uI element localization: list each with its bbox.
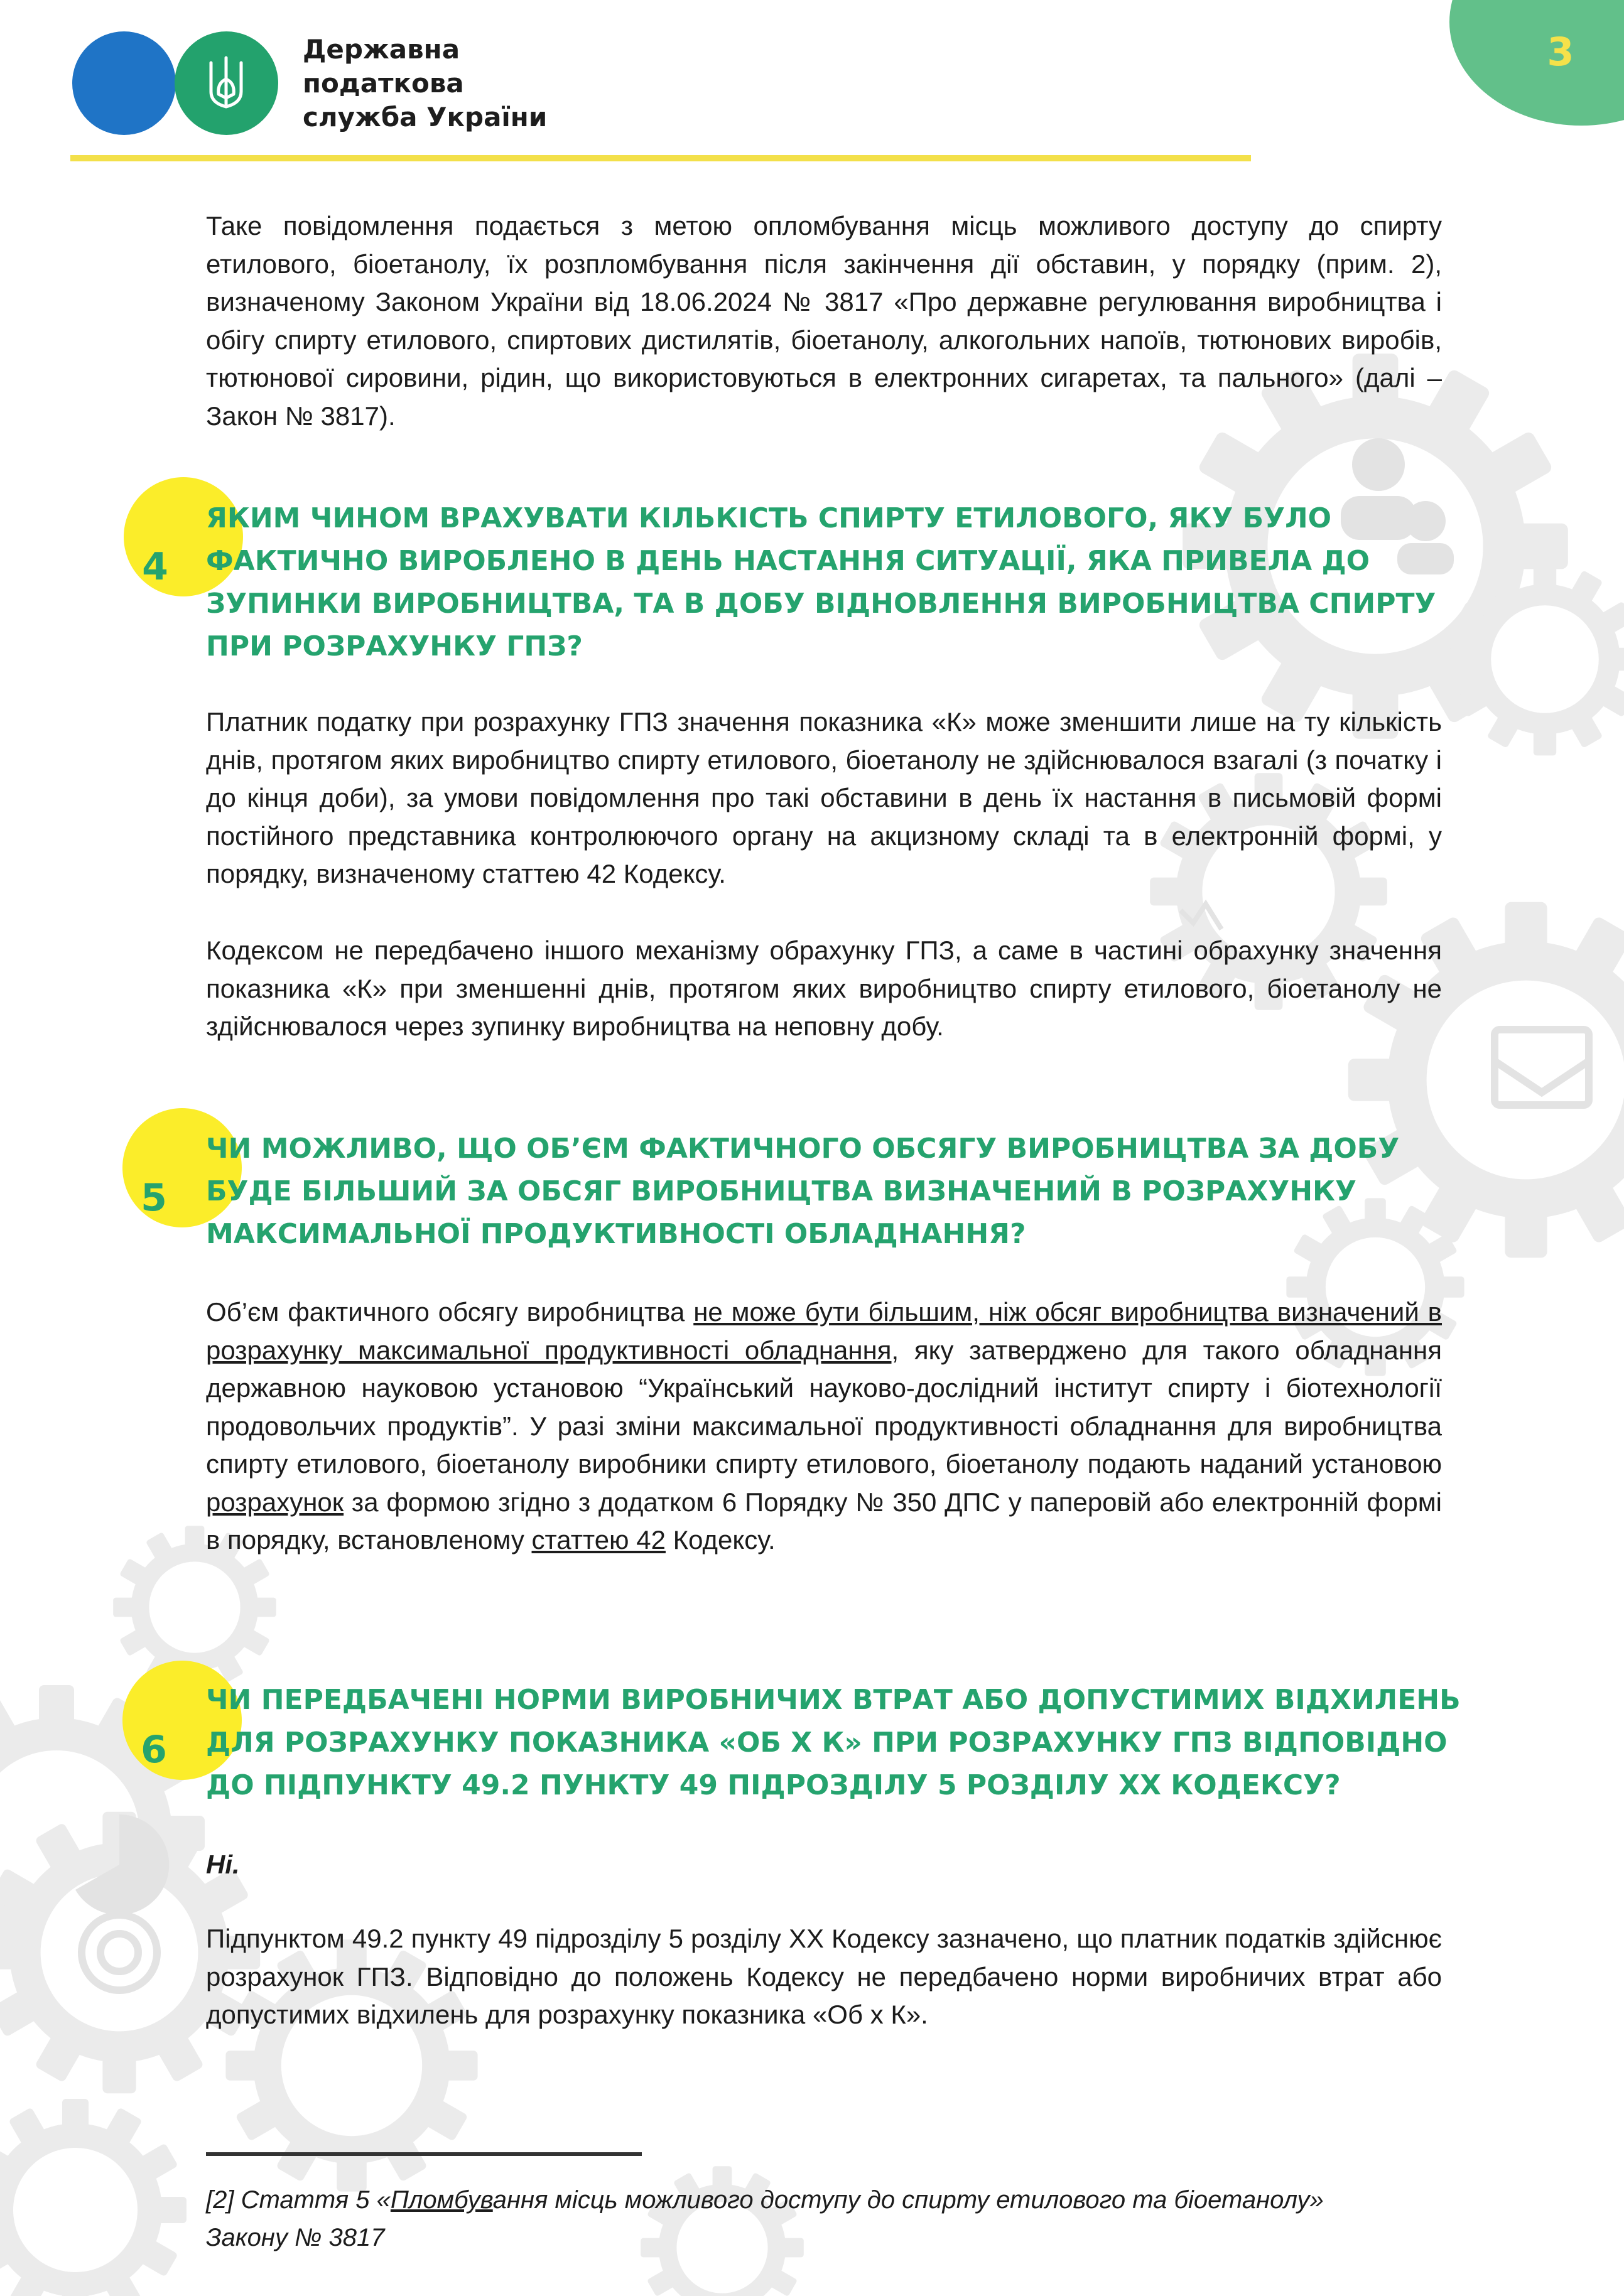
agency-name-line: Державна xyxy=(303,34,460,65)
question-number: 4 xyxy=(142,545,168,589)
page-header xyxy=(0,0,1624,170)
emphasis-link[interactable]: не може бути більшим, ніж обсяг виробництва визначений в розрахунку максимальної продуктивності обладнання xyxy=(206,1297,1442,1365)
calculation-link[interactable]: розрахунок xyxy=(206,1487,344,1517)
answer-paragraph: Платник податку при розрахунку ГПЗ значення показника «К» може зменшити лише на ту кількість днів, протягом яких виробництво спирту етилового, біоетанолу не здійснювалося взагалі (з початку і до кінця доби), за умови повідомлення про такі обставини в день їх настання в письмовій формі постійного представника контролюючого органу на акцизному складі та в електронній формі, у порядку, визначеному статтею 42 Кодексу. xyxy=(206,707,1442,888)
question-title xyxy=(206,497,1487,668)
agency-name xyxy=(303,33,547,134)
header-divider xyxy=(70,155,1251,161)
footnote-link[interactable]: Пломбув xyxy=(390,2186,493,2214)
question-title-line: ДО ПІДПУНКТУ 49.2 ПУНКТУ 49 ПІДРОЗДІЛУ 5 РОЗДІЛУ ХХ КОДЕКСУ? xyxy=(206,1769,1341,1801)
article-42-link[interactable]: статтею 42 xyxy=(531,1525,666,1555)
logo-blue-circle xyxy=(72,31,176,135)
short-answer: Ні. xyxy=(206,1850,240,1879)
question-title-line: ЧИ ПЕРЕДБАЧЕНІ НОРМИ ВИРОБНИЧИХ ВТРАТ АБО ДОПУСТИМИХ ВІДХИЛЕНЬ xyxy=(206,1684,1461,1716)
paragraph-text: Об’єм фактичного обсягу виробництва xyxy=(206,1297,694,1327)
question-title xyxy=(206,1679,1487,1807)
question-title-line: ЗУПИНКИ ВИРОБНИЦТВА, ТА В ДОБУ ВІДНОВЛЕННЯ ВИРОБНИЦТВА СПИРТУ xyxy=(206,588,1436,620)
footnote-line: Закону № 3817 xyxy=(206,2224,385,2251)
question-title-line: ДЛЯ РОЗРАХУНКУ ПОКАЗНИКА «ОБ Х К» ПРИ РОЗРАХУНКУ ГПЗ ВІДПОВІДНО xyxy=(206,1727,1448,1759)
answer-paragraph: Кодексом не передбачено іншого механізму обрахунку ГПЗ, а саме в частині обрахунку значення показника «К» при зменшенні днів, протягом яких виробництво спирту етилового, біоетанолу не здійснювалося через зупинку виробництва на неповну добу. xyxy=(206,935,1442,1041)
footnote-divider xyxy=(206,2152,642,2156)
question-number: 5 xyxy=(141,1176,167,1220)
paragraph-text: за формою згідно з додатком 6 Порядку № 350 ДПС у паперовій або електронній формі в порядку, встановленому xyxy=(206,1487,1442,1555)
question-title-line: МАКСИМАЛЬНОЇ ПРОДУКТИВНОСТІ ОБЛАДНАННЯ? xyxy=(206,1218,1026,1250)
footnote-text: ання місць можливого доступу до спирту етилового та біоетанолу» xyxy=(492,2186,1324,2214)
agency-name-line: служба України xyxy=(303,102,548,132)
question-title-line: ЧИ МОЖЛИВО, ЩО ОБ’ЄМ ФАКТИЧНОГО ОБСЯГУ ВИРОБНИЦТВА ЗА ДОБУ xyxy=(206,1133,1400,1165)
question-title-line: БУДЕ БІЛЬШИЙ ЗА ОБСЯГ ВИРОБНИЦТВА ВИЗНАЧЕНИЙ В РОЗРАХУНКУ xyxy=(206,1175,1356,1207)
question-title-line: ЯКИМ ЧИНОМ ВРАХУВАТИ КІЛЬКІСТЬ СПИРТУ ЕТИЛОВОГО, ЯКУ БУЛО xyxy=(206,502,1332,534)
question-title xyxy=(206,1128,1487,1256)
paragraph-text: Кодексу. xyxy=(665,1525,776,1555)
question-number: 6 xyxy=(141,1728,167,1772)
agency-name-line: податкова xyxy=(303,68,464,99)
intro-paragraph: Таке повідомлення подається з метою опломбування місць можливого доступу до спирту етилового, біоетанолу, їх розпломбування після закінчення дії обставин, у порядку (прим. 2), визначеному Законом України від 18.06.2024 № 3817 «Про державне регулювання виробництва і обігу спирту етилового, спиртових дистилятів, біоетанолу, алкогольних напоїв, тютюнових виробів, тютюнової сировини, рідин, що використовуються в електронних сигаретах, та пального» (далі – Закон № 3817). xyxy=(206,211,1442,431)
answer-paragraph: Підпунктом 49.2 пункту 49 підрозділу 5 розділу XX Кодексу зазначено, що платник податків здійснює розрахунок ГПЗ. Відповідно до положень Кодексу не передбачено норми виробничих втрат або допустимих відхилень для розрахунку показника «Об х К». xyxy=(206,1924,1442,2029)
answer-paragraph xyxy=(206,1293,1442,1560)
gear-icon xyxy=(0,2099,187,2296)
footnote-text: [2] Стаття 5 « xyxy=(206,2186,391,2214)
page-number-badge xyxy=(1449,0,1624,126)
page-number: 3 xyxy=(1547,29,1574,75)
trident-icon xyxy=(206,54,247,112)
footnote xyxy=(206,2181,1462,2256)
paragraph-text: , яку затверджено для такого обладнання державною науковою установою “Український науково-дослідний інститут спирту і біотехнології продовольчих продуктів”. У разі зміни максимальної продуктивності обладнання для виробництва спирту етилового, біоетанолу виробники спирту етилового, біоетанолу подають наданий установою xyxy=(206,1335,1442,1479)
question-title-line: ФАКТИЧНО ВИРОБЛЕНО В ДЕНЬ НАСТАННЯ СИТУАЦІЇ, ЯКА ПРИВЕЛА ДО xyxy=(206,545,1370,577)
logo-green-circle xyxy=(175,31,278,135)
question-title-line: ПРИ РОЗРАХУНКУ ГПЗ? xyxy=(206,630,583,662)
footnote-line xyxy=(206,2181,1462,2219)
